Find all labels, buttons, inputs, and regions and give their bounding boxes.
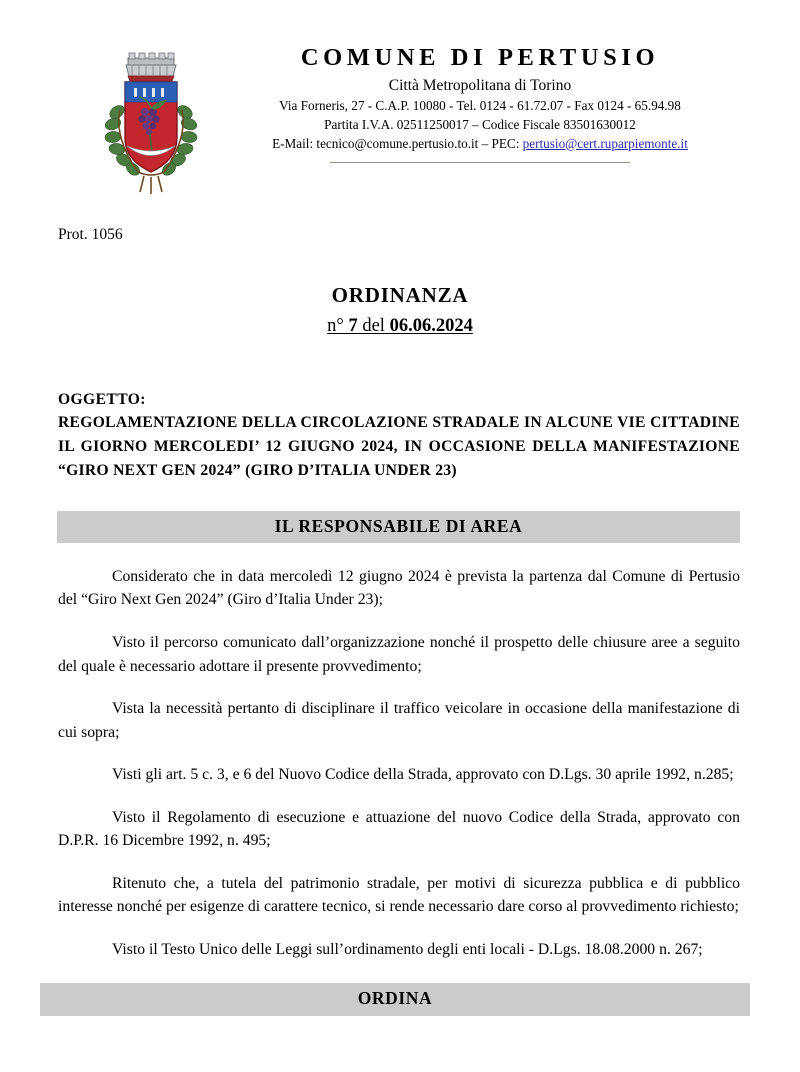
- subject-block: [58, 388, 740, 483]
- ordinanza-number-line: [0, 313, 800, 341]
- body-paragraph: Visto il Testo Unico delle Leggi sull’ordinamento degli enti locali - D.Lgs. 18.08.2000 n. 267;: [112, 940, 703, 958]
- body-paragraph: Considerato che in data mercoledì 12 giugno 2024 è prevista la partenza dal Comune di Pertusio del “Giro Next Gen 2024” (Giro d’Italia Under 23);: [58, 567, 740, 609]
- subject-text: REGOLAMENTAZIONE DELLA CIRCOLAZIONE STRADALE IN ALCUNE VIE CITTADINE IL GIORNO MERCOLEDI’ 12 GIUGNO 2024, IN OCCASIONE DELLA MANIFESTAZIONE “GIRO NEXT GEN 2024” (GIRO D’ITALIA UNDER 23): [58, 414, 740, 480]
- pec-email-link[interactable]: pertusio@cert.ruparpiemonte.it: [522, 135, 688, 151]
- banner-ordina: ORDINA: [40, 983, 750, 1016]
- address-line: Via Forneris, 27 - C.A.P. 10080 - Tel. 0124 - 61.72.07 - Fax 0124 - 65.94.98: [279, 98, 681, 114]
- ordinanza-date: 06.06.2024: [389, 316, 473, 337]
- subject-label: OGGETTO:: [58, 391, 146, 408]
- coat-of-arms-icon: [98, 50, 204, 198]
- page-title: ORDINANZA: [331, 283, 469, 307]
- email-line: [218, 135, 742, 154]
- provincia-subtitle: Città Metropolitana di Torino: [388, 77, 572, 95]
- body-paragraph: Ritenuto che, a tutela del patrimonio stradale, per motivi di sicurezza pubblica e di pubblico interesse nonché per esigenze di carattere tecnico, si rende necessario dare corso al provvedimento richiesto;: [58, 874, 740, 916]
- header-divider: [330, 162, 630, 163]
- ordinanza-number-prefix: n°: [327, 316, 344, 337]
- protocol-number: Prot. 1056: [58, 226, 123, 243]
- body-paragraph: Vista la necessità pertanto di disciplinare il traffico veicolare in occasione della manifestazione di cui sopra;: [58, 700, 740, 741]
- ordinanza-connector: del: [362, 316, 385, 337]
- email-prefix: E-Mail: tecnico@comune.pertusio.to.it – PEC:: [272, 135, 523, 151]
- body-paragraph: Visti gli art. 5 c. 3, e 6 del Nuovo Codice della Strada, approvato con D.Lgs. 30 aprile 1992, n.285;: [112, 766, 734, 784]
- letterhead: [0, 0, 800, 206]
- ordinanza-number: 7: [348, 316, 358, 337]
- comune-title: COMUNE DI PERTUSIO: [300, 44, 660, 71]
- banner-responsabile-di-area: IL RESPONSABILE DI AREA: [57, 511, 740, 543]
- header-text-block: [218, 44, 742, 163]
- document-body: [58, 543, 740, 962]
- body-paragraph: Visto il Regolamento di esecuzione e attuazione del nuovo Codice della Strada, approvato con D.P.R. 16 Dicembre 1992, n. 495;: [58, 808, 740, 850]
- body-paragraph: Visto il percorso comunicato dall’organizzazione nonché il prospetto delle chiusure aree a seguito del quale è necessario adottare il presente provvedimento;: [58, 634, 740, 675]
- fiscal-line: Partita I.V.A. 02511250017 – Codice Fiscale 83501630012: [324, 116, 636, 132]
